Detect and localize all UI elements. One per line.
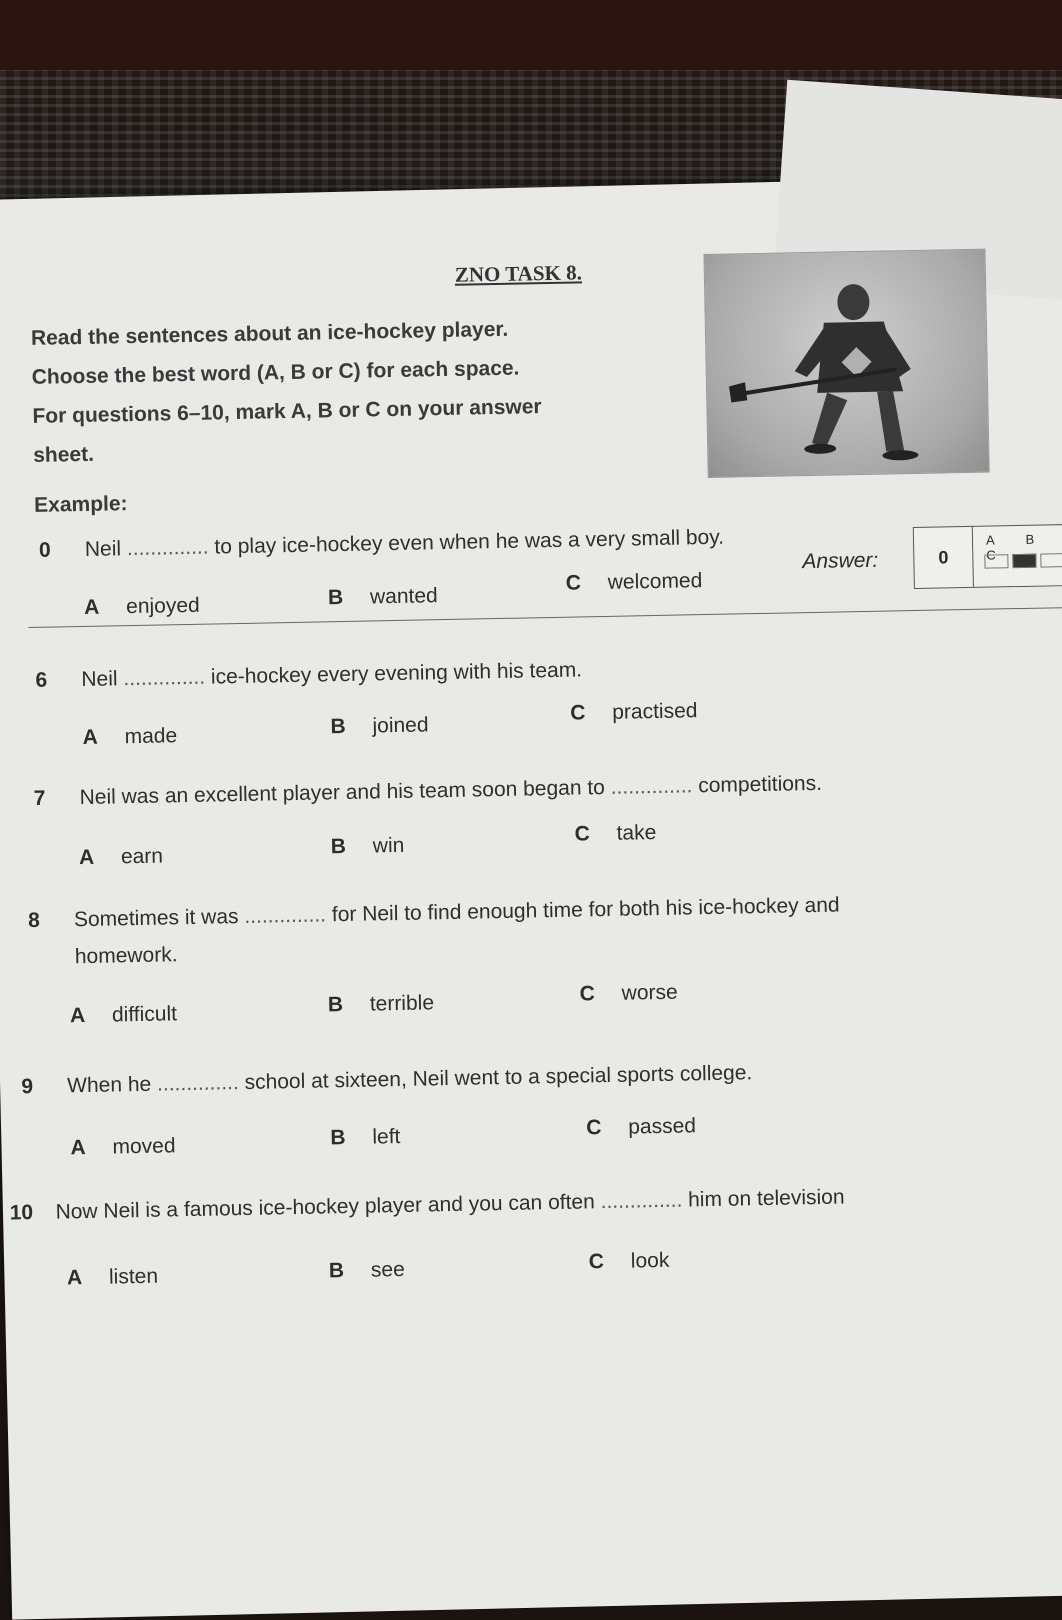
- q9-option-b[interactable]: B left: [330, 1124, 401, 1150]
- question-text-after: school at sixteen, Neil went to a special sports college.: [244, 1061, 753, 1094]
- example-before: Neil: [84, 537, 122, 561]
- ice-hockey-player-photo: [703, 249, 989, 478]
- q6-option-b[interactable]: B joined: [330, 713, 429, 739]
- q10-option-a[interactable]: A listen: [66, 1264, 159, 1290]
- question-6: [35, 658, 582, 692]
- question-text-before: Neil was an excellent player and his team soon began to: [79, 776, 606, 810]
- question-number: 9: [21, 1075, 34, 1099]
- question-number: 10: [9, 1201, 34, 1225]
- question-text-before: Now Neil is a famous ice-hockey player and you can often: [55, 1190, 595, 1224]
- hockey-player-icon: [704, 250, 988, 477]
- example-option-b: B wanted: [327, 584, 438, 610]
- question-blank[interactable]: ..............: [156, 1071, 239, 1096]
- question-number: 8: [27, 908, 41, 933]
- question-text-after: for Neil to find enough time for both his ice-hockey and: [331, 893, 840, 927]
- example-after: to play ice-hockey even when he was a very small boy.: [214, 525, 725, 559]
- example-option-a: A enjoyed: [83, 593, 200, 619]
- answer-cell-b: [1012, 554, 1036, 568]
- answer-label: Answer:: [802, 548, 879, 574]
- question-7: [34, 772, 823, 811]
- example-label: Example:: [33, 492, 128, 517]
- example-option-c: C welcomed: [565, 569, 703, 595]
- q9-option-a[interactable]: A moved: [70, 1134, 176, 1160]
- question-text-after: competitions.: [698, 771, 823, 798]
- question-9: [21, 1061, 752, 1099]
- question-blank[interactable]: ..............: [244, 903, 327, 928]
- question-blank[interactable]: ..............: [610, 774, 693, 799]
- q8-option-b[interactable]: B terrible: [327, 991, 435, 1017]
- question-text-before: Neil: [81, 667, 118, 692]
- instruction-line-3: For questions 6–10, mark A, B or C on your answer: [32, 395, 542, 428]
- instruction-line-4: sheet.: [32, 442, 95, 467]
- answer-cells: [984, 553, 1062, 574]
- question-text-before: When he: [66, 1072, 152, 1098]
- example-question: [39, 526, 724, 563]
- example-blank: ..............: [126, 535, 209, 561]
- answer-letters: A B C: [985, 531, 1049, 563]
- q10-option-c[interactable]: C look: [588, 1248, 670, 1274]
- q10-option-b[interactable]: B see: [328, 1257, 405, 1283]
- q7-option-a[interactable]: A earn: [78, 844, 164, 870]
- question-text-after: ice-hockey every evening with his team.: [210, 658, 583, 689]
- instruction-line-2: Choose the best word (A, B or C) for each space.: [31, 356, 520, 389]
- task-title: ZNO TASK 8.: [454, 260, 583, 287]
- question-10: [10, 1185, 845, 1225]
- question-text-after: him on television: [687, 1185, 845, 1212]
- question-text-before: Sometimes it was: [73, 905, 239, 932]
- answer-sheet-sample: [913, 524, 1062, 589]
- example-number: 0: [38, 538, 51, 562]
- q9-option-c[interactable]: C passed: [586, 1114, 697, 1140]
- q7-option-b[interactable]: B win: [330, 833, 405, 859]
- answer-cell-c: [1040, 553, 1062, 567]
- question-blank[interactable]: ..............: [123, 665, 206, 691]
- question-number: 7: [33, 786, 46, 810]
- question-8: [28, 894, 840, 934]
- question-number: 6: [35, 668, 48, 692]
- q7-option-c[interactable]: C take: [574, 821, 657, 846]
- q8-option-a[interactable]: A difficult: [69, 1002, 178, 1028]
- instruction-line-1: Read the sentences about an ice-hockey player.: [30, 317, 509, 350]
- question-blank[interactable]: ..............: [600, 1188, 683, 1214]
- answer-cell-a: [984, 554, 1008, 568]
- q8-option-c[interactable]: C worse: [579, 980, 678, 1006]
- q6-option-c[interactable]: C practised: [570, 699, 698, 725]
- question-8-continuation: homework.: [74, 943, 178, 969]
- answer-number: 0: [914, 527, 974, 588]
- q6-option-a[interactable]: A made: [82, 724, 178, 750]
